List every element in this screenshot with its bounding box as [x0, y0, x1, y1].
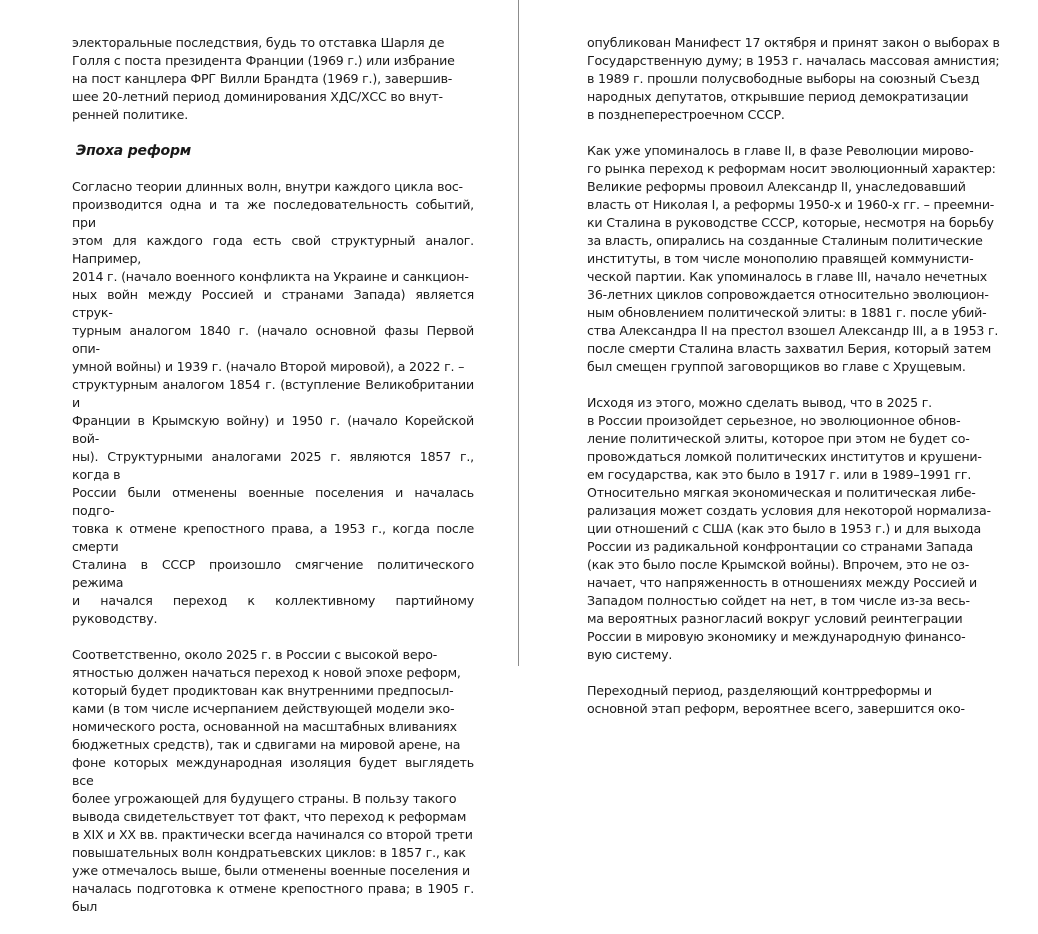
chapter-reference-paragraph: Как уже упоминалось в главе II, в фазе Революции мирово- го рынка переход к реформам носит эволюционный характер: Великие реформы провоил Александр II, унаследовавший власть от Николая I, а реформы 1950-х и 1960-х гг. – преемни- ки Сталина в руководстве СССР, которые, несмотря на борьбу за власть, опирались на созданные Сталиным политические институты, в том числе монополию правящей коммунисти- ческой партии. Как упоминалось в главе III, начало нечетных 36-летних циклов сопровождается относительно эволюцион- ным обновлением политической элиты: в 1881 г. после убий- ства Александра II на престол взошел Александр III, а в 1953 г. после смерти Сталина власть захватил Берия, который затем был смещен группой заговорщиков во главе с Хрущевым. [587, 143, 999, 374]
long-waves-theory-paragraph: Согласно теории длинных волн, внутри каждого цикла вос- производится одна и та же последовательность событий, при этом для каждого года есть свой структурный аналог. Например, 2014 г. (начало военного конфликта на Украине и санкцион- ных войн между Россией и странами Запада) является струк- турным аналогом 1840 г. (начало основной фазы Первой опи- умной войны) и 1939 г. (начало Второй мировой), а 2022 г. – структурным аналогом 1854 г. (вступление Великобритании и Франции в Крымскую войну) и 1950 г. (начало Корейской вой- ны). Структурными аналогами 2025 г. являются 1857 г., когда в России были отменены военные поселения и началась подго- товка к отмене крепостного права, а 1953 г., когда после смерти Сталина в СССР произошло смягчение политического режима и начался переход к коллективному партийному руководству. [72, 179, 474, 626]
section-heading: Эпоха реформ [76, 143, 192, 159]
page-gutter-divider [518, 0, 519, 666]
left-page-continued-paragraph: электоральные последствия, будь то отставка Шарля де Голля с поста президента Франции (1969 г.) или избрание на пост канцлера ФРГ Вилли Брандта (1969 г.), завершив- шее 20-летний период доминирования ХДС/ХСС во внут- ренней политике. [72, 35, 455, 122]
left-page [72, 34, 474, 934]
transition-period-paragraph: Переходный период, разделяющий контрреформы и основной этап реформ, вероятнее всего, завершится око- [587, 683, 965, 716]
conclusion-paragraph: Исходя из этого, можно сделать вывод, что в 2025 г. в России произойдет серьезное, но эволюционное обнов- ление политической элиты, которое при этом не будет со- провождаться ломкой политических институтов и крушени- ем государства, как это было в 1917 г. или в 1989–1991 гг. Относительно мягкая экономическая и политическая либе- рализация может создать условия для некоторой нормализа- ции отношений с США (как это было в 1953 г.) и для выхода России из радикальной конфронтации со странами Запада (как это было после Крымской войны). Впрочем, это не оз- начает, что напряженность в отношениях между Россией и Западом полностью сойдет на нет, в том числе из-за весь- ма вероятных разногласий вокруг условий реинтеграции России в мировую экономику и международную финансо- вую систему. [587, 395, 991, 662]
right-page-continued-paragraph: опубликован Манифест 17 октября и принят закон о выборах в Государственную думу; в 1953 г. началась массовая амнистия; в 1989 г. прошли полусвободные выборы на союзный Съезд народных депутатов, открывшие период демократизации в позднеперестроечном СССР. [587, 35, 1000, 122]
right-page [587, 34, 1003, 736]
reform-transition-paragraph: Соответственно, около 2025 г. в России с высокой веро- ятностью должен начаться переход к новой эпохе реформ, который будет продиктован как внутренними предпосыл- ками (в том числе исчерпанием действующей модели эко- номического роста, основанной на масштабных вливаниях бюджетных средств), так и сдвигами на мировой арене, на фоне которых международная изоляция будет выглядеть все более угрожающей для будущего страны. В пользу такого вывода свидетельствует тот факт, что переход к реформам в XIX и XX вв. практически всегда начинался со второй трети повышательных волн кондратьевских циклов: в 1857 г., как уже отмечалось выше, были отменены военные поселения и началась подготовка к отмене крепостного права; в 1905 г. был [72, 647, 474, 914]
